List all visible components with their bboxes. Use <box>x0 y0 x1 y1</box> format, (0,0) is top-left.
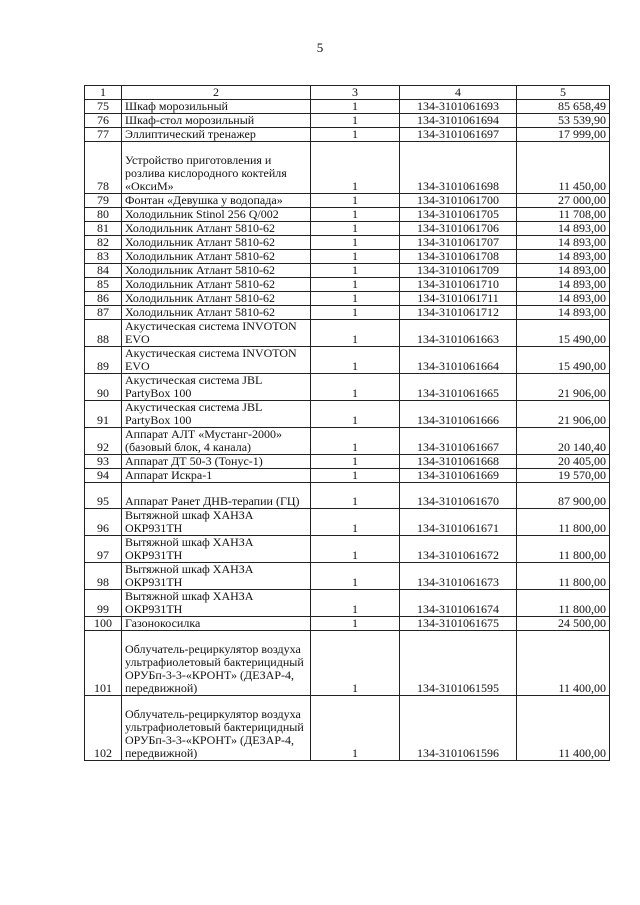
row-number: 98 <box>85 563 122 590</box>
item-cost: 87 900,00 <box>517 483 610 509</box>
table-row <box>85 469 610 483</box>
row-number: 95 <box>85 483 122 509</box>
row-number: 81 <box>85 222 122 236</box>
inventory-code: 134-3101061666 <box>400 401 517 428</box>
item-cost: 14 893,00 <box>517 250 610 264</box>
item-quantity: 1 <box>311 428 400 455</box>
item-cost: 27 000,00 <box>517 194 610 208</box>
page-number: 5 <box>316 40 324 55</box>
table-row <box>85 696 610 761</box>
header-cell: 3 <box>311 86 400 100</box>
row-number: 99 <box>85 590 122 617</box>
item-quantity: 1 <box>311 483 400 509</box>
item-cost: 20 140,40 <box>517 428 610 455</box>
table-row <box>85 563 610 590</box>
item-cost: 14 893,00 <box>517 236 610 250</box>
inventory-code: 134-3101061664 <box>400 347 517 374</box>
item-cost: 21 906,00 <box>517 374 610 401</box>
item-name: Аппарат Ранет ДНВ-терапии (ГЦ) <box>122 483 311 509</box>
table-header-row <box>85 86 610 100</box>
table-row <box>85 292 610 306</box>
row-number: 75 <box>85 100 122 114</box>
item-quantity: 1 <box>311 509 400 536</box>
table-row <box>85 536 610 563</box>
table-row <box>85 428 610 455</box>
item-cost: 11 800,00 <box>517 509 610 536</box>
inventory-code: 134-3101061697 <box>400 128 517 142</box>
item-quantity: 1 <box>311 306 400 320</box>
item-name: Акустическая система INVOTON EVO <box>122 320 311 347</box>
header-cell: 1 <box>85 86 122 100</box>
header-cell: 2 <box>122 86 311 100</box>
item-cost: 14 893,00 <box>517 306 610 320</box>
table-row <box>85 222 610 236</box>
table-row <box>85 631 610 696</box>
inventory-code: 134-3101061596 <box>400 696 517 761</box>
item-cost: 11 450,00 <box>517 142 610 194</box>
item-cost: 11 708,00 <box>517 208 610 222</box>
item-quantity: 1 <box>311 208 400 222</box>
row-number: 79 <box>85 194 122 208</box>
inventory-code: 134-3101061673 <box>400 563 517 590</box>
item-cost: 15 490,00 <box>517 320 610 347</box>
table-row <box>85 142 610 194</box>
item-name: Аппарат АЛТ «Мустанг-2000» (базовый блок, 4 канала) <box>122 428 311 455</box>
item-cost: 19 570,00 <box>517 469 610 483</box>
item-cost: 17 999,00 <box>517 128 610 142</box>
item-name: Холодильник Атлант 5810-62 <box>122 250 311 264</box>
item-name: Акустическая система JBL PartyBox 100 <box>122 401 311 428</box>
item-quantity: 1 <box>311 347 400 374</box>
row-number: 91 <box>85 401 122 428</box>
item-quantity: 1 <box>311 631 400 696</box>
inventory-code: 134-3101061707 <box>400 236 517 250</box>
row-number: 87 <box>85 306 122 320</box>
row-number: 101 <box>85 631 122 696</box>
item-quantity: 1 <box>311 320 400 347</box>
item-cost: 20 405,00 <box>517 455 610 469</box>
item-cost: 85 658,49 <box>517 100 610 114</box>
item-name: Вытяжной шкаф ХАНЗА ОКР931ТН <box>122 536 311 563</box>
inventory-code: 134-3101061674 <box>400 590 517 617</box>
item-name: Шкаф-стол морозильный <box>122 114 311 128</box>
row-number: 93 <box>85 455 122 469</box>
row-number: 96 <box>85 509 122 536</box>
item-name: Холодильник Атлант 5810-62 <box>122 236 311 250</box>
row-number: 77 <box>85 128 122 142</box>
item-name: Холодильник Атлант 5810-62 <box>122 278 311 292</box>
item-quantity: 1 <box>311 455 400 469</box>
item-quantity: 1 <box>311 696 400 761</box>
item-cost: 11 800,00 <box>517 563 610 590</box>
row-number: 78 <box>85 142 122 194</box>
table-row <box>85 509 610 536</box>
inventory-code: 134-3101061668 <box>400 455 517 469</box>
inventory-code: 134-3101061667 <box>400 428 517 455</box>
table-row <box>85 455 610 469</box>
inventory-code: 134-3101061709 <box>400 264 517 278</box>
table-row <box>85 401 610 428</box>
item-name: Холодильник Stinol 256 Q/002 <box>122 208 311 222</box>
inventory-code: 134-3101061595 <box>400 631 517 696</box>
item-quantity: 1 <box>311 469 400 483</box>
item-name: Вытяжной шкаф ХАНЗА ОКР931ТН <box>122 509 311 536</box>
item-quantity: 1 <box>311 250 400 264</box>
inventory-code: 134-3101061711 <box>400 292 517 306</box>
table-row <box>85 194 610 208</box>
table-row <box>85 250 610 264</box>
table-row <box>85 128 610 142</box>
inventory-code: 134-3101061671 <box>400 509 517 536</box>
inventory-code: 134-3101061694 <box>400 114 517 128</box>
item-name: Фонтан «Девушка у водопада» <box>122 194 311 208</box>
inventory-code: 134-3101061672 <box>400 536 517 563</box>
item-quantity: 1 <box>311 222 400 236</box>
row-number: 85 <box>85 278 122 292</box>
row-number: 102 <box>85 696 122 761</box>
table-row <box>85 278 610 292</box>
row-number: 89 <box>85 347 122 374</box>
inventory-code: 134-3101061706 <box>400 222 517 236</box>
item-cost: 11 400,00 <box>517 631 610 696</box>
table-row <box>85 114 610 128</box>
table-row <box>85 347 610 374</box>
table-row <box>85 590 610 617</box>
inventory-code: 134-3101061698 <box>400 142 517 194</box>
inventory-code: 134-3101061705 <box>400 208 517 222</box>
item-quantity: 1 <box>311 536 400 563</box>
table-body <box>85 100 610 761</box>
item-cost: 15 490,00 <box>517 347 610 374</box>
table-row <box>85 264 610 278</box>
item-quantity: 1 <box>311 100 400 114</box>
item-quantity: 1 <box>311 590 400 617</box>
item-cost: 11 800,00 <box>517 536 610 563</box>
item-name: Аппарат Искра-1 <box>122 469 311 483</box>
item-name: Эллиптический тренажер <box>122 128 311 142</box>
table-row <box>85 483 610 509</box>
table-row <box>85 208 610 222</box>
item-cost: 21 906,00 <box>517 401 610 428</box>
item-name: Шкаф морозильный <box>122 100 311 114</box>
inventory-code: 134-3101061669 <box>400 469 517 483</box>
row-number: 94 <box>85 469 122 483</box>
inventory-code: 134-3101061693 <box>400 100 517 114</box>
table-row <box>85 320 610 347</box>
item-name: Холодильник Атлант 5810-62 <box>122 222 311 236</box>
inventory-code: 134-3101061712 <box>400 306 517 320</box>
inventory-code: 134-3101061675 <box>400 617 517 631</box>
item-name: Облучатель-рециркулятор воздуха ультрафиолетовый бактерицидный ОРУБп-3-3-«КРОНТ» (ДЕЗАР-4, передвижной) <box>122 696 311 761</box>
item-name: Акустическая система JBL PartyBox 100 <box>122 374 311 401</box>
header-cell: 5 <box>517 86 610 100</box>
item-quantity: 1 <box>311 374 400 401</box>
item-cost: 14 893,00 <box>517 278 610 292</box>
item-quantity: 1 <box>311 278 400 292</box>
item-quantity: 1 <box>311 236 400 250</box>
item-cost: 14 893,00 <box>517 222 610 236</box>
item-quantity: 1 <box>311 617 400 631</box>
table-row <box>85 306 610 320</box>
item-name: Вытяжной шкаф ХАНЗА ОКР931ТН <box>122 563 311 590</box>
item-quantity: 1 <box>311 114 400 128</box>
item-quantity: 1 <box>311 128 400 142</box>
row-number: 97 <box>85 536 122 563</box>
item-quantity: 1 <box>311 563 400 590</box>
item-name: Холодильник Атлант 5810-62 <box>122 306 311 320</box>
item-cost: 24 500,00 <box>517 617 610 631</box>
row-number: 76 <box>85 114 122 128</box>
row-number: 88 <box>85 320 122 347</box>
row-number: 83 <box>85 250 122 264</box>
inventory-code: 134-3101061670 <box>400 483 517 509</box>
item-quantity: 1 <box>311 264 400 278</box>
item-cost: 53 539,90 <box>517 114 610 128</box>
inventory-code: 134-3101061665 <box>400 374 517 401</box>
item-cost: 14 893,00 <box>517 292 610 306</box>
table-row <box>85 100 610 114</box>
row-number: 100 <box>85 617 122 631</box>
item-quantity: 1 <box>311 194 400 208</box>
item-quantity: 1 <box>311 292 400 306</box>
table-row <box>85 374 610 401</box>
item-name: Акустическая система INVOTON EVO <box>122 347 311 374</box>
inventory-code: 134-3101061663 <box>400 320 517 347</box>
inventory-code: 134-3101061708 <box>400 250 517 264</box>
row-number: 90 <box>85 374 122 401</box>
inventory-code: 134-3101061700 <box>400 194 517 208</box>
item-name: Газонокосилка <box>122 617 311 631</box>
item-name: Облучатель-рециркулятор воздуха ультрафиолетовый бактерицидный ОРУБп-3-3-«КРОНТ» (ДЕЗАР-4, передвижной) <box>122 631 311 696</box>
item-name: Холодильник Атлант 5810-62 <box>122 292 311 306</box>
row-number: 80 <box>85 208 122 222</box>
item-quantity: 1 <box>311 142 400 194</box>
row-number: 92 <box>85 428 122 455</box>
inventory-table <box>84 85 610 761</box>
table-row <box>85 617 610 631</box>
item-cost: 11 800,00 <box>517 590 610 617</box>
item-quantity: 1 <box>311 401 400 428</box>
item-name: Вытяжной шкаф ХАНЗА ОКР931ТН <box>122 590 311 617</box>
row-number: 84 <box>85 264 122 278</box>
item-name: Холодильник Атлант 5810-62 <box>122 264 311 278</box>
inventory-code: 134-3101061710 <box>400 278 517 292</box>
item-cost: 11 400,00 <box>517 696 610 761</box>
item-name: Устройство приготовления и розлива кислородного коктейля «ОксиМ» <box>122 142 311 194</box>
row-number: 86 <box>85 292 122 306</box>
row-number: 82 <box>85 236 122 250</box>
item-cost: 14 893,00 <box>517 264 610 278</box>
table-row <box>85 236 610 250</box>
item-name: Аппарат ДТ 50-3 (Тонус-1) <box>122 455 311 469</box>
header-cell: 4 <box>400 86 517 100</box>
